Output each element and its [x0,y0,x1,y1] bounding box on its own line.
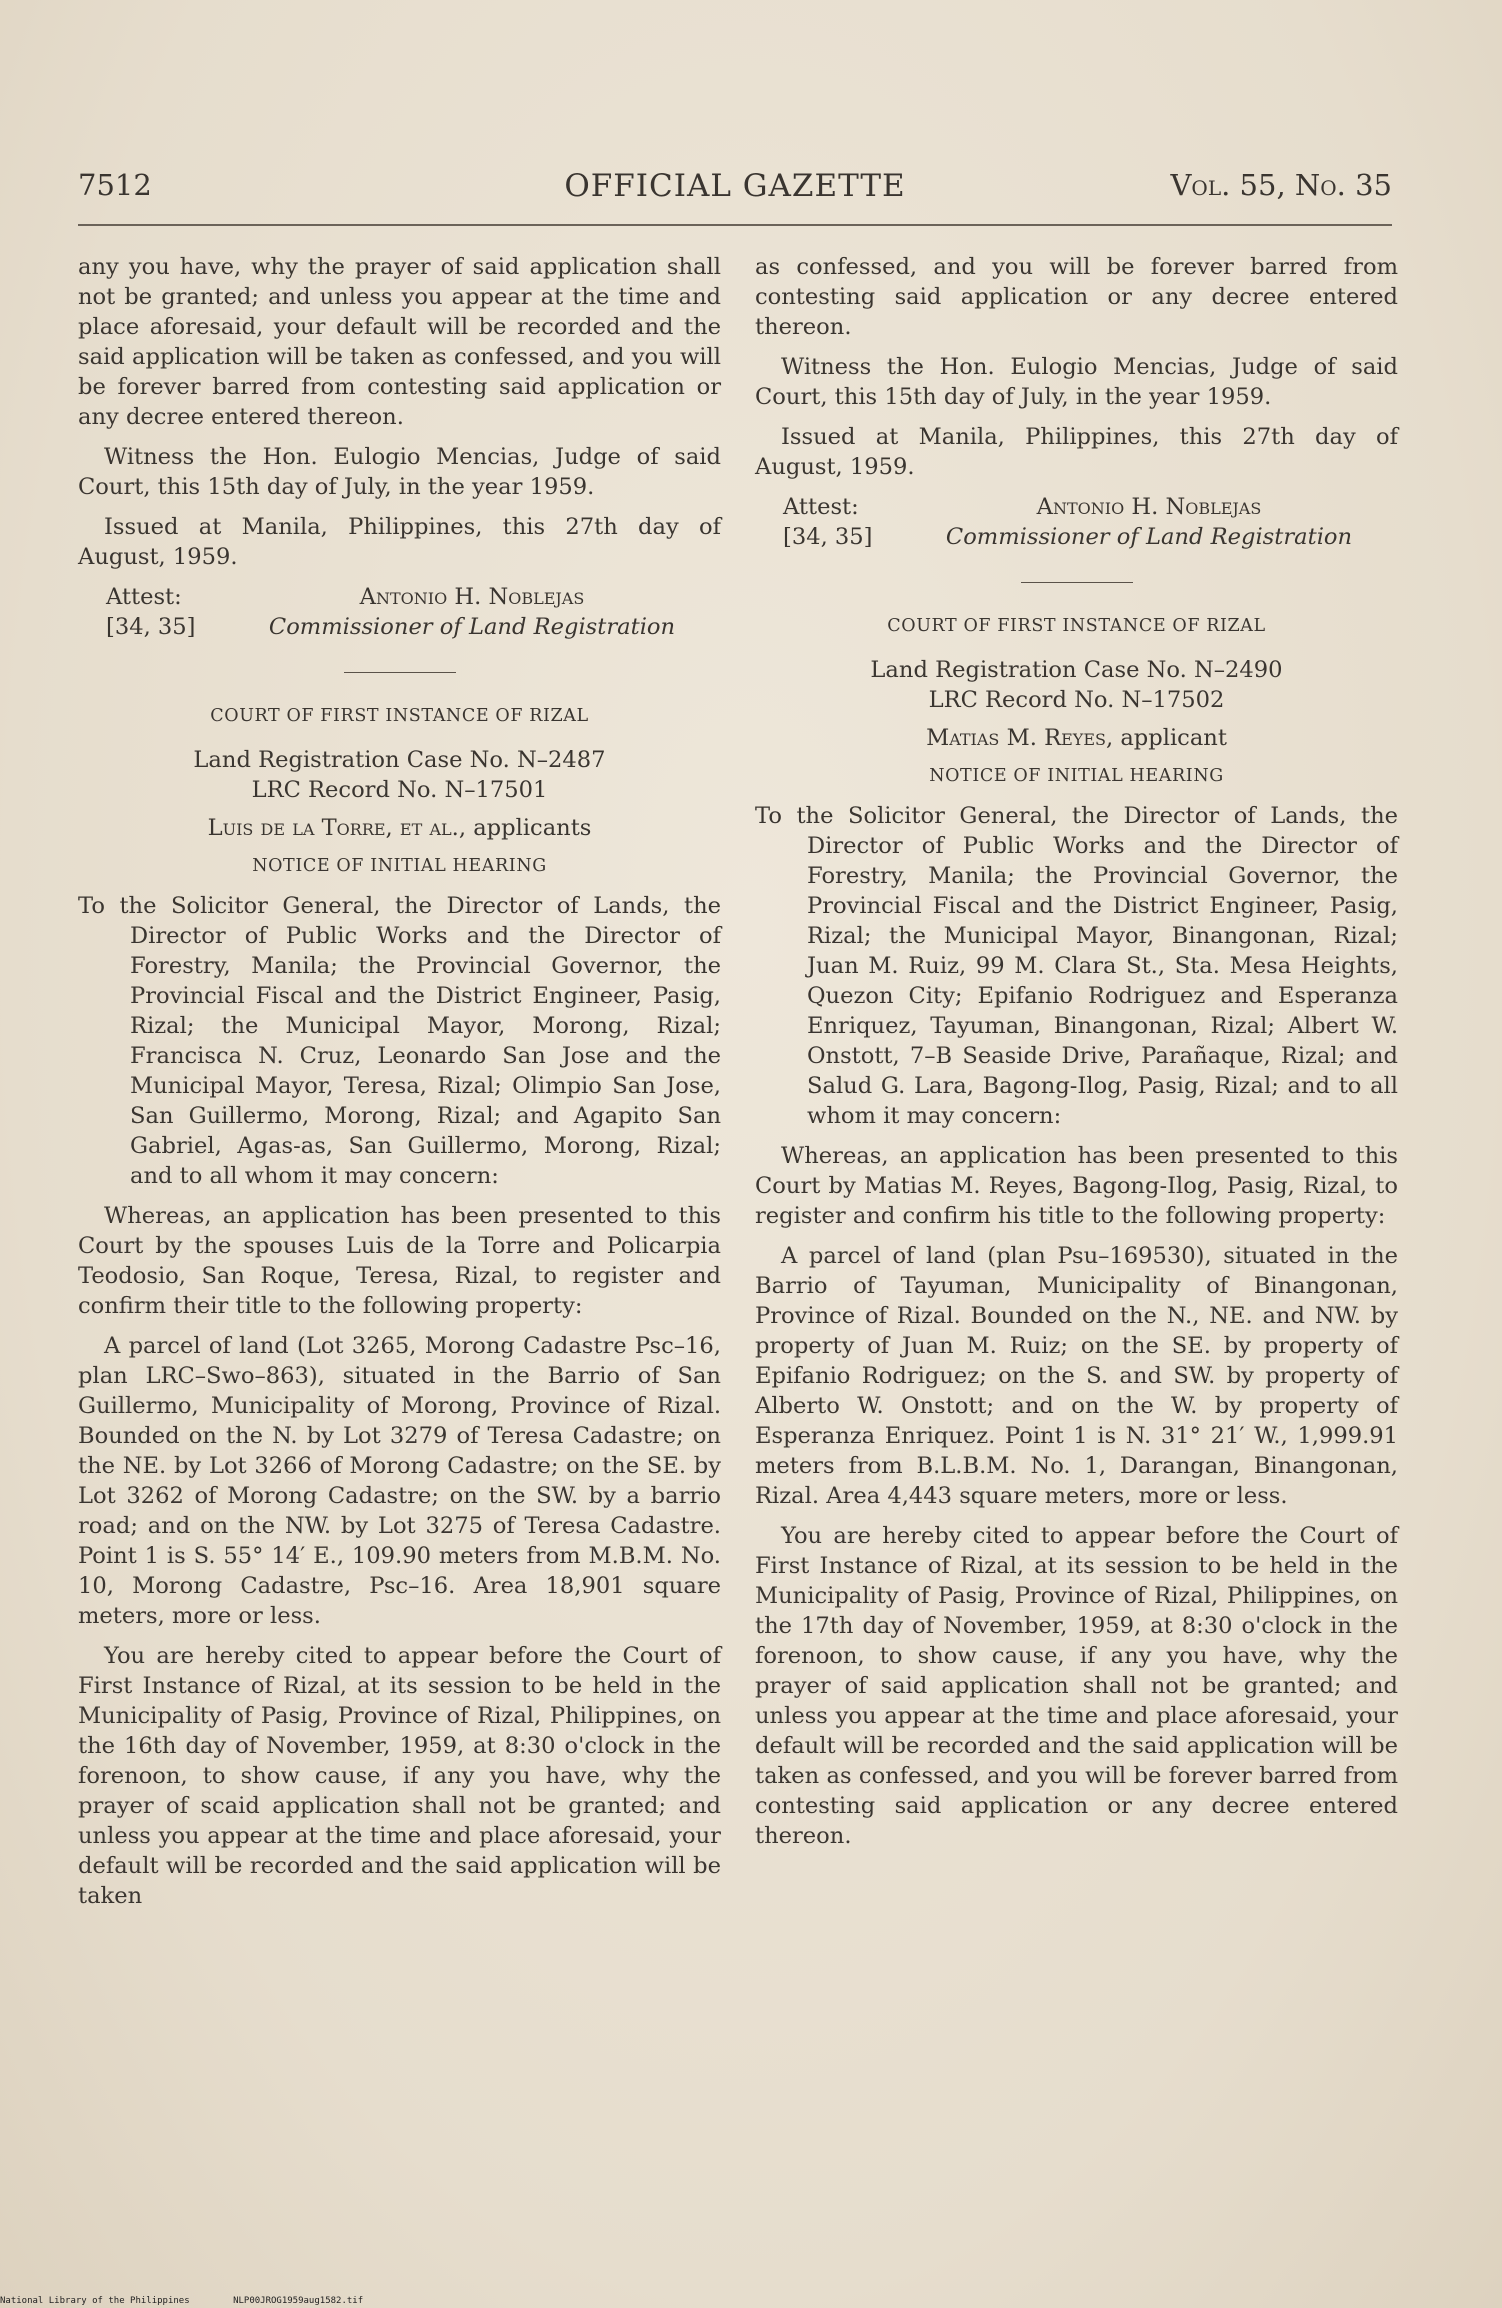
section-divider [1021,582,1133,583]
witness-paragraph: Witness the Hon. Eulogio Mencias, Judge of said Court, this 15th day of July, in the year 1959. [755,354,1398,410]
scan-footer [0,2296,401,2306]
case-number: Land Registration Case No. N–2490 [870,657,1283,683]
library-credit: National Library of the Philippines [0,2296,190,2306]
applicant-name: Matias M. Reyes [926,725,1106,751]
court-heading: COURT OF FIRST INSTANCE OF RIZAL [210,706,589,726]
section-divider [344,672,456,673]
applicant-line [755,723,1398,753]
attest-title: Commissioner of Land Registration [945,524,1353,550]
cited-paragraph: You are hereby cited to appear before the Court of First Instance of Rizal, at its session to be held in the Municipality of Pasig, Province of Rizal, Philippines, on the 16th day of November, 1959, at 8:30 o'clock in the forenoon, to show cause, if any you have, why the prayer of scaid application shall not be granted; and unless you appear at the time and place aforesaid, your default will be recorded and the said application will be taken [78,1643,721,1909]
attest-name: Antonio H. Noblejas [359,584,585,610]
page-number: 7512 [78,168,152,202]
notice-heading: NOTICE OF INITIAL HEARING [252,856,547,876]
whereas-paragraph: Whereas, an application has been presented to this Court by the spouses Luis de la Torre and Policarpia Teodosio, San Roque, Teresa, Rizal, to register and confirm their title to the following property: [78,1203,721,1319]
addressees-paragraph: To the Solicitor General, the Director of Lands, the Director of Public Works and the Director of Forestry, Manila; the Provincial Governor, the Provincial Fiscal and the District Engineer, Pasig, Rizal; the Municipal Mayor, Binangonan, Rizal; Juan M. Ruiz, 99 M. Clara St., Sta. Mesa Heights, Quezon City; Epifanio Rodriguez and Esperanza Enriquez, Tayuman, Binangonan, Rizal; Albert W. Onstott, 7–B Seaside Drive, Parañaque, Rizal; and Salud G. Lara, Bagong-Ilog, Pasig, Rizal; and to all whom it may concern: [755,803,1398,1129]
applicant-suffix: , applicant [1105,725,1227,751]
witness-paragraph: Witness the Hon. Eulogio Mencias, Judge of said Court, this 15th day of July, in the year 1959. [78,444,721,500]
right-column [755,252,1398,1861]
applicant-suffix: , applicants [458,815,592,841]
whereas-paragraph: Whereas, an application has been presented to this Court by Matias M. Reyes, Bagong-Ilog, Pasig, Rizal, to register and confirm his title to the following property: [755,1143,1398,1229]
applicant-line [78,813,721,843]
continued-paragraph: as confessed, and you will be forever barred from contesting said application or any decree entered thereon. [755,254,1398,340]
volume-issue: Vol. 55, No. 35 [1170,168,1392,202]
attest-label: Attest: [783,494,859,520]
addressees-paragraph: To the Solicitor General, the Director of Lands, the Director of Public Works and the Director of Forestry, Manila; the Provincial Governor, the Provincial Fiscal and the District Engineer, Pasig, Rizal; the Municipal Mayor, Morong, Rizal; Francisca N. Cruz, Leonardo San Jose and the Municipal Mayor, Teresa, Rizal; Olimpio San Jose, San Guillermo, Morong, Rizal; and Agapito San Gabriel, Agas-as, San Guillermo, Morong, Rizal; and to all whom it may concern: [78,893,721,1189]
header-rule [78,224,1392,226]
lrc-record: LRC Record No. N–17502 [928,687,1225,713]
issued-paragraph: Issued at Manila, Philippines, this 27th day of August, 1959. [755,424,1398,480]
attest-name: Antonio H. Noblejas [1036,494,1262,520]
publication-title: OFFICIAL GAZETTE [564,168,906,204]
issued-paragraph: Issued at Manila, Philippines, this 27th day of August, 1959. [78,514,721,570]
parcel-paragraph: A parcel of land (Lot 3265, Morong Cadastre Psc–16, plan LRC–Swo–863), situated in the Barrio of San Guillermo, Municipality of Morong, Province of Rizal. Bounded on the N. by Lot 3279 of Teresa Cadastre; on the NE. by Lot 3266 of Morong Cadastre; on the SE. by Lot 3262 of Morong Cadastre; on the SW. by a barrio road; and on the NW. by Lot 3275 of Teresa Cadastre. Point 1 is S. 55° 14′ E., 109.90 meters from M.B.M. No. 10, Morong Cadastre, Psc–16. Area 18,901 square meters, more or less. [78,1333,721,1629]
attest-reference: [34, 35] [783,524,873,550]
left-column [78,252,721,1921]
continued-paragraph: any you have, why the prayer of said application shall not be granted; and unless you appear at the time and place aforesaid, your default will be recorded and the said application will be taken as confessed, and you will be forever barred from contesting said application or any decree entered thereon. [78,254,721,430]
case-number: Land Registration Case No. N–2487 [193,747,606,773]
attest-reference: [34, 35] [106,614,196,640]
scan-filename: NLP00JROG1959aug1582.tif [233,2296,364,2306]
attest-label: Attest: [106,584,182,610]
court-heading: COURT OF FIRST INSTANCE OF RIZAL [887,616,1266,636]
attest-title: Commissioner of Land Registration [268,614,676,640]
parcel-paragraph: A parcel of land (plan Psu–169530), situated in the Barrio of Tayuman, Municipality of Binangonan, Province of Rizal. Bounded on the N., NE. and NW. by property of Juan M. Ruiz; on the SE. by property of Epifanio Rodriguez; on the S. and SW. by property of Alberto W. Onstott; and on the W. by property of Esperanza Enriquez. Point 1 is N. 31° 21′ W., 1,999.91 meters from B.L.B.M. No. 1, Darangan, Binangonan, Rizal. Area 4,443 square meters, more or less. [755,1243,1398,1509]
page-header [78,168,1392,208]
applicant-name: Luis de la Torre, et al. [207,815,459,841]
lrc-record: LRC Record No. N–17501 [251,777,548,803]
attest-block [755,492,1398,552]
attest-block [78,582,721,642]
notice-heading: NOTICE OF INITIAL HEARING [929,766,1224,786]
cited-paragraph: You are hereby cited to appear before the Court of First Instance of Rizal, at its session to be held in the Municipality of Pasig, Province of Rizal, Philippines, on the 17th day of November, 1959, at 8:30 o'clock in the forenoon, to show cause, if any you have, why the prayer of said application shall not be granted; and unless you appear at the time and place aforesaid, your default will be recorded and the said application will be taken as confessed, and you will be forever barred from contesting said application or any decree entered thereon. [755,1523,1398,1849]
